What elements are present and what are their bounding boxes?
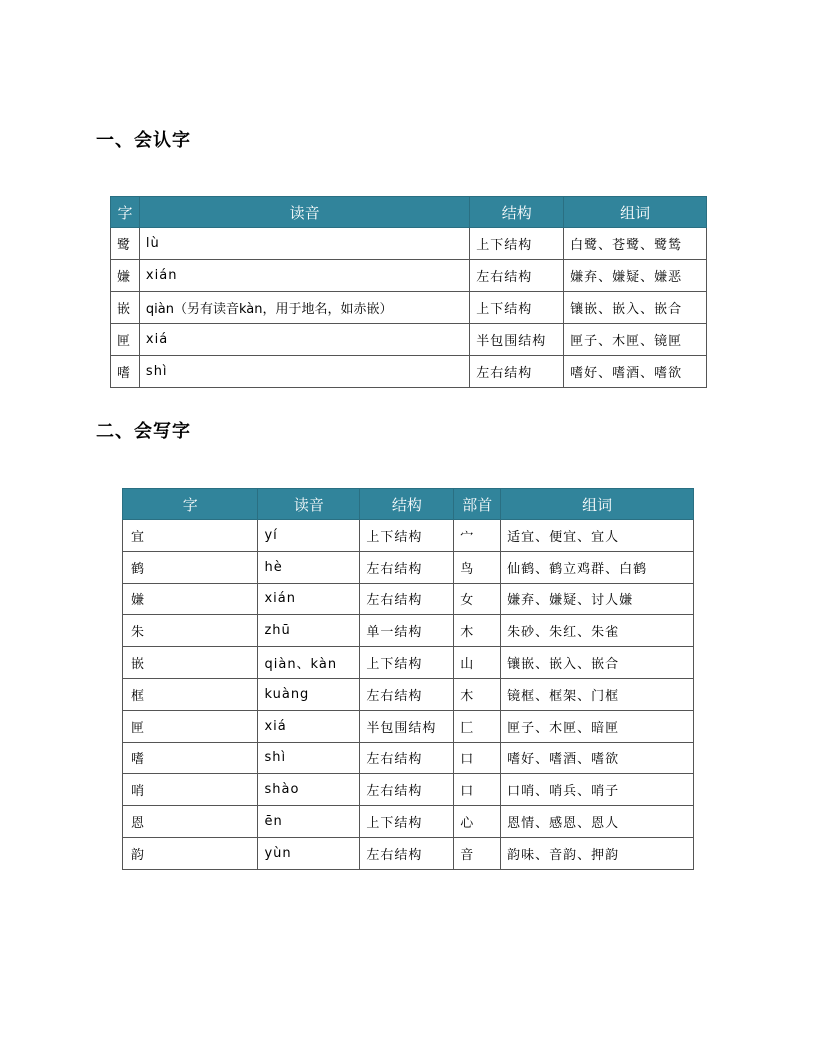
cell-words: 镶嵌、嵌入、嵌合 (501, 647, 694, 679)
cell-structure: 左右结构 (360, 551, 454, 583)
cell-words: 适宜、便宜、宜人 (501, 520, 694, 552)
cell-words: 嫌弃、嫌疑、嫌恶 (564, 260, 707, 292)
table-row (123, 520, 694, 552)
cell-pinyin: shì (258, 742, 360, 774)
cell-words: 嫌弃、嫌疑、讨人嫌 (501, 583, 694, 615)
cell-char: 嵌 (123, 647, 258, 679)
table-header-row (111, 197, 707, 228)
cell-radical: 鸟 (454, 551, 501, 583)
table-row (111, 228, 707, 260)
cell-pinyin: xián (258, 583, 360, 615)
cell-structure: 单一结构 (360, 615, 454, 647)
cell-structure: 上下结构 (360, 520, 454, 552)
cell-radical: 山 (454, 647, 501, 679)
cell-structure: 半包围结构 (470, 324, 564, 356)
table-header-row (123, 489, 694, 520)
cell-char: 匣 (123, 710, 258, 742)
cell-char: 鹭 (111, 228, 140, 260)
header-words: 组词 (564, 197, 707, 228)
cell-radical: 口 (454, 742, 501, 774)
cell-pinyin: xián (139, 260, 469, 292)
cell-structure: 左右结构 (470, 260, 564, 292)
cell-char: 鹤 (123, 551, 258, 583)
cell-words: 仙鹤、鹤立鸡群、白鹤 (501, 551, 694, 583)
cell-pinyin: yí (258, 520, 360, 552)
cell-words: 韵味、音韵、押韵 (501, 837, 694, 869)
cell-pinyin: shì (139, 356, 469, 388)
cell-pinyin: kuàng (258, 678, 360, 710)
table-row (123, 806, 694, 838)
cell-words: 口哨、哨兵、哨子 (501, 774, 694, 806)
cell-structure: 半包围结构 (360, 710, 454, 742)
cell-radical: 宀 (454, 520, 501, 552)
cell-words: 镶嵌、嵌入、嵌合 (564, 292, 707, 324)
cell-radical: 音 (454, 837, 501, 869)
header-pinyin: 读音 (139, 197, 469, 228)
table-row (123, 742, 694, 774)
cell-words: 恩情、感恩、恩人 (501, 806, 694, 838)
cell-structure: 左右结构 (360, 678, 454, 710)
cell-words: 朱砂、朱红、朱雀 (501, 615, 694, 647)
cell-char: 嵌 (111, 292, 140, 324)
cell-words: 嗜好、嗜酒、嗜欲 (564, 356, 707, 388)
cell-char: 嗜 (111, 356, 140, 388)
cell-char: 宜 (123, 520, 258, 552)
cell-pinyin: xiá (258, 710, 360, 742)
cell-char: 恩 (123, 806, 258, 838)
table-row (123, 710, 694, 742)
cell-pinyin: hè (258, 551, 360, 583)
cell-pinyin: ēn (258, 806, 360, 838)
table-row (123, 615, 694, 647)
table-row (123, 583, 694, 615)
cell-char: 匣 (111, 324, 140, 356)
table-row (123, 837, 694, 869)
cell-structure: 上下结构 (360, 806, 454, 838)
header-structure: 结构 (360, 489, 454, 520)
section-2-heading: 二、会写字 (96, 421, 191, 442)
cell-pinyin: shào (258, 774, 360, 806)
cell-pinyin: lù (139, 228, 469, 260)
cell-structure: 左右结构 (470, 356, 564, 388)
cell-radical: 女 (454, 583, 501, 615)
table-row (111, 324, 707, 356)
cell-pinyin: zhū (258, 615, 360, 647)
header-radical: 部首 (454, 489, 501, 520)
cell-char: 韵 (123, 837, 258, 869)
cell-structure: 左右结构 (360, 742, 454, 774)
section-1-heading: 一、会认字 (96, 130, 191, 151)
cell-char: 框 (123, 678, 258, 710)
table-row (111, 356, 707, 388)
cell-char: 嫌 (111, 260, 140, 292)
cell-structure: 左右结构 (360, 774, 454, 806)
cell-words: 白鹭、苍鹭、鹭鸶 (564, 228, 707, 260)
cell-char: 哨 (123, 774, 258, 806)
write-characters-table (122, 488, 694, 870)
cell-structure: 左右结构 (360, 837, 454, 869)
cell-words: 镜框、框架、门框 (501, 678, 694, 710)
cell-radical: 木 (454, 678, 501, 710)
cell-words: 匣子、木匣、镜匣 (564, 324, 707, 356)
cell-structure: 上下结构 (360, 647, 454, 679)
table-row (123, 647, 694, 679)
cell-char: 嗜 (123, 742, 258, 774)
header-pinyin: 读音 (258, 489, 360, 520)
cell-char: 嫌 (123, 583, 258, 615)
table-row (123, 551, 694, 583)
cell-words: 嗜好、嗜酒、嗜欲 (501, 742, 694, 774)
cell-pinyin: xiá (139, 324, 469, 356)
cell-pinyin: yùn (258, 837, 360, 869)
header-char: 字 (123, 489, 258, 520)
table-row (123, 678, 694, 710)
cell-pinyin: qiàn、kàn (258, 647, 360, 679)
header-char: 字 (111, 197, 140, 228)
cell-char: 朱 (123, 615, 258, 647)
table-row (123, 774, 694, 806)
cell-radical: 口 (454, 774, 501, 806)
cell-radical: 匚 (454, 710, 501, 742)
cell-radical: 木 (454, 615, 501, 647)
cell-structure: 左右结构 (360, 583, 454, 615)
table-row (111, 260, 707, 292)
header-words: 组词 (501, 489, 694, 520)
recognize-characters-table (110, 196, 707, 388)
cell-radical: 心 (454, 806, 501, 838)
cell-words: 匣子、木匣、暗匣 (501, 710, 694, 742)
cell-structure: 上下结构 (470, 228, 564, 260)
table-row (111, 292, 707, 324)
cell-pinyin: qiàn（另有读音kàn，用于地名，如赤嵌） (139, 292, 469, 324)
header-structure: 结构 (470, 197, 564, 228)
cell-structure: 上下结构 (470, 292, 564, 324)
